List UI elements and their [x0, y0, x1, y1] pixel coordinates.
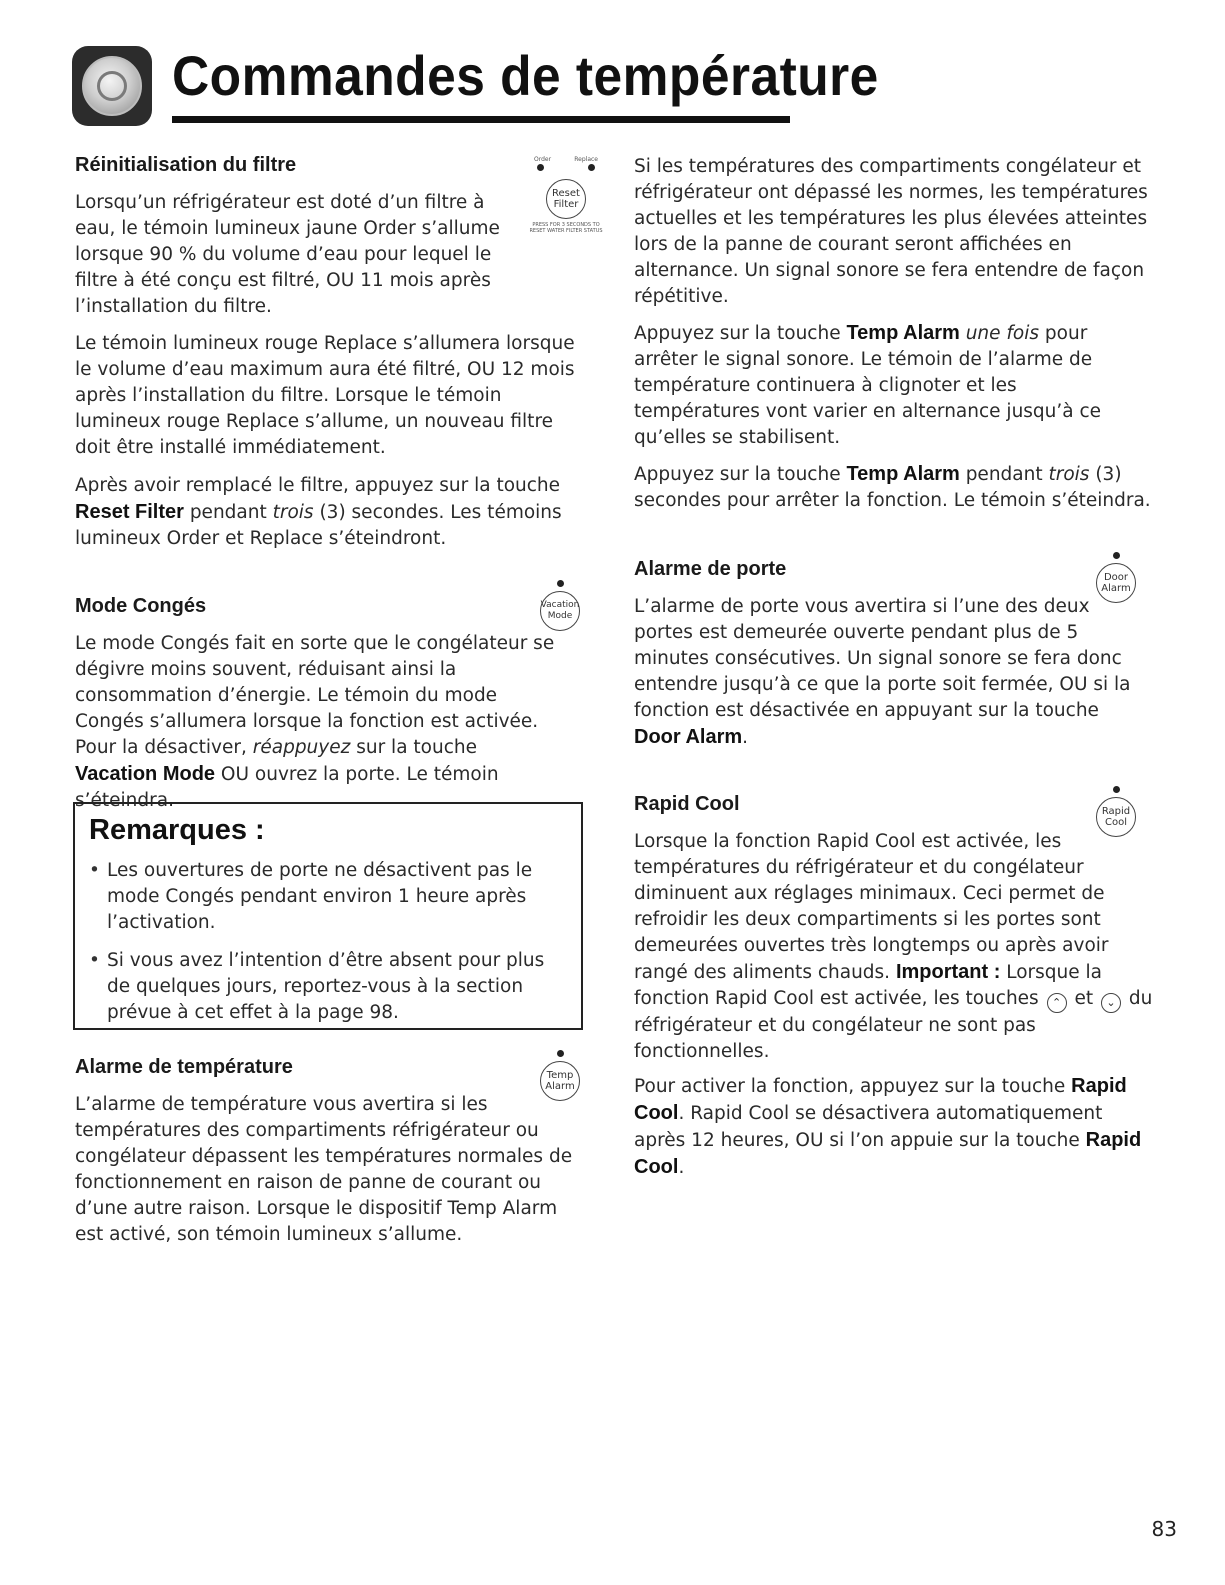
temp-alarm-key-name: Temp Alarm	[846, 322, 960, 344]
reset-filter-paragraph-3: Après avoir remplacé le filtre, appuyez sur la touche Reset Filter pendant trois (3) secondes. Les témoins lumineux Order et Replace s’éteindront.	[75, 475, 562, 549]
remarks-title: Remarques :	[89, 814, 265, 846]
temp-alarm-cont-paragraph-2: Appuyez sur la touche Temp Alarm une fois pour arrêter le signal sonore. Le témoin de l’alarme de température continuera à clignoter et les températures vont varier en alternance jusqu’à ce qu’elles se stabilisent.	[634, 322, 1102, 448]
temp-alarm-heading: Alarme de température	[75, 1056, 293, 1078]
temp-alarm-cont-paragraph-3: Appuyez sur la touche Temp Alarm pendant trois (3) secondes pour arrêter la fonction. Le témoin s’éteindra.	[634, 463, 1151, 511]
reset-filter-caption: PRESS FOR 3 SECONDS TO RESET WATER FILTER STATUS	[529, 222, 603, 234]
vacation-mode-key-name: Vacation Mode	[75, 763, 216, 785]
order-led-icon	[537, 164, 544, 171]
order-led-label: Order	[534, 156, 552, 163]
rapid-cool-paragraph-2: Pour activer la fonction, appuyez sur la touche Rapid Cool. Rapid Cool se désactivera automatiquement après 12 heures, OU si l’on appuie sur la touche Rapid Cool.	[634, 1075, 1142, 1178]
page-title: Commandes de température	[172, 44, 879, 107]
vacation-mode-heading: Mode Congés	[75, 595, 207, 617]
door-alarm-paragraph: L’alarme de porte vous avertira si l’une des deux portes est demeurée ouverte pendant plus de 5 minutes consécutives. Un signal sonore se fera donc entendre jusqu’à ce que la porte soit fermée, OU si la fonction est désactivée en appuyant sur la touche Door Alarm.	[634, 596, 1131, 748]
chevron-up-icon: ⌃	[1047, 993, 1067, 1013]
rapid-cool-icon-label-1: Rapid	[1101, 806, 1131, 817]
temp-alarm-key-name-2: Temp Alarm	[846, 463, 960, 485]
title-underline	[172, 116, 790, 123]
reset-filter-icon-label-2: Filter	[553, 199, 579, 210]
page-number: 83	[1151, 1517, 1177, 1541]
rapid-cool-key-name: Rapid Cool	[634, 1075, 1127, 1124]
reset-filter-paragraph-1: Lorsqu’un réfrigérateur est doté d’un filtre à eau, le témoin lumineux jaune Order s’allume lorsque 90 % du volume d’eau pour lequel le filtre à été conçu est filtré, OU 11 mois après l’installation du filtre.	[75, 192, 500, 317]
vacation-mode-button-icon	[540, 591, 580, 631]
door-alarm-heading: Alarme de porte	[634, 558, 787, 580]
rapid-cool-key-name-2: Rapid Cool	[634, 1129, 1142, 1178]
chevron-down-icon: ⌄	[1101, 993, 1121, 1013]
reset-filter-icon-label-1: Reset	[552, 188, 580, 199]
rapid-cool-led-icon	[1113, 786, 1120, 793]
door-alarm-icon-label-1: Door	[1103, 572, 1129, 583]
vacation-mode-paragraph: Le mode Congés fait en sorte que le congélateur se dégivre moins souvent, réduisant ainsi la consommation d’énergie. Le témoin du mode Congés s’allumera lorsque la fonction est activée. Pour la désactiver, réappuyez sur la touche Vacation Mode OU ouvrez la porte. Le témoin s’éteindra.	[75, 633, 555, 811]
vacation-led-icon	[557, 580, 564, 587]
rapid-cool-important-label: Important :	[895, 961, 1001, 983]
rapid-cool-paragraph-1: Lorsque la fonction Rapid Cool est activée, les températures du réfrigérateur et du congélateur diminuent aux réglages minimaux. Ceci permet de refroidir les deux compartiments si les portes sont demeurées ouvertes très longtemps ou après avoir rangé des aliments chauds. Important : Lorsque la fonction Rapid Cool est activée, les touches ⌃ et ⌄ du réfrigérateur et du congélateur ne sont pas fonctionnelles.	[634, 831, 1153, 1062]
vacation-mode-icon-group	[540, 580, 580, 631]
reset-filter-button-icon	[546, 179, 586, 219]
vacation-icon-label-2: Mode	[547, 611, 573, 621]
remarks-box	[73, 802, 583, 1030]
remark-item: • Si vous avez l’intention d’être absent pour plus de quelques jours, reportez-vous à la section prévue à cet effet à la page 98.	[89, 948, 559, 1026]
temp-alarm-paragraph: L’alarme de température vous avertira si les températures des compartiments réfrigérateur ou congélateur dépassent les températures normales de fonctionnement en raison de panne de courant ou d’une autre raison. Lorsque le dispositif Temp Alarm est activé, son témoin lumineux s’allume.	[75, 1094, 573, 1245]
door-alarm-key-name: Door Alarm	[634, 726, 743, 748]
rapid-cool-icon-label-2: Cool	[1105, 817, 1127, 828]
replace-led-icon	[588, 164, 595, 171]
temp-alarm-icon-label-2: Alarm	[545, 1081, 575, 1092]
door-alarm-led-icon	[1113, 552, 1120, 559]
reset-filter-heading: Réinitialisation du filtre	[75, 154, 297, 176]
vacation-icon-label-1: Vacation	[540, 600, 580, 610]
temp-alarm-cont-paragraph-1: Si les températures des compartiments congélateur et réfrigérateur ont dépassé les normes, les températures actuelles et les températures les plus élevées atteintes lors de la panne de courant seront affichées en alternance. Un signal sonore se fera entendre de façon répétitive.	[634, 156, 1148, 307]
temp-alarm-icon-label-1: Temp	[546, 1070, 574, 1081]
reset-filter-key-name: Reset Filter	[75, 501, 184, 523]
remark-item: • Les ouvertures de porte ne désactivent pas le mode Congés pendant environ 1 heure après l’activation.	[89, 858, 559, 936]
remarks-list	[89, 858, 559, 1038]
door-alarm-icon-label-2: Alarm	[1101, 583, 1131, 594]
rapid-cool-heading: Rapid Cool	[634, 793, 740, 815]
temp-alarm-led-icon	[557, 1050, 564, 1057]
reset-filter-paragraph-2: Le témoin lumineux rouge Replace s’allumera lorsque le volume d’eau maximum aura été filtré, OU 12 mois après l’installation du filtre. Lorsque le témoin lumineux rouge Replace s’allume, un nouveau filtre doit être installé immédiatement.	[75, 333, 575, 458]
header-thermostat-icon	[72, 46, 152, 126]
reset-filter-icon-group	[524, 156, 608, 248]
replace-led-label: Replace	[574, 156, 598, 163]
